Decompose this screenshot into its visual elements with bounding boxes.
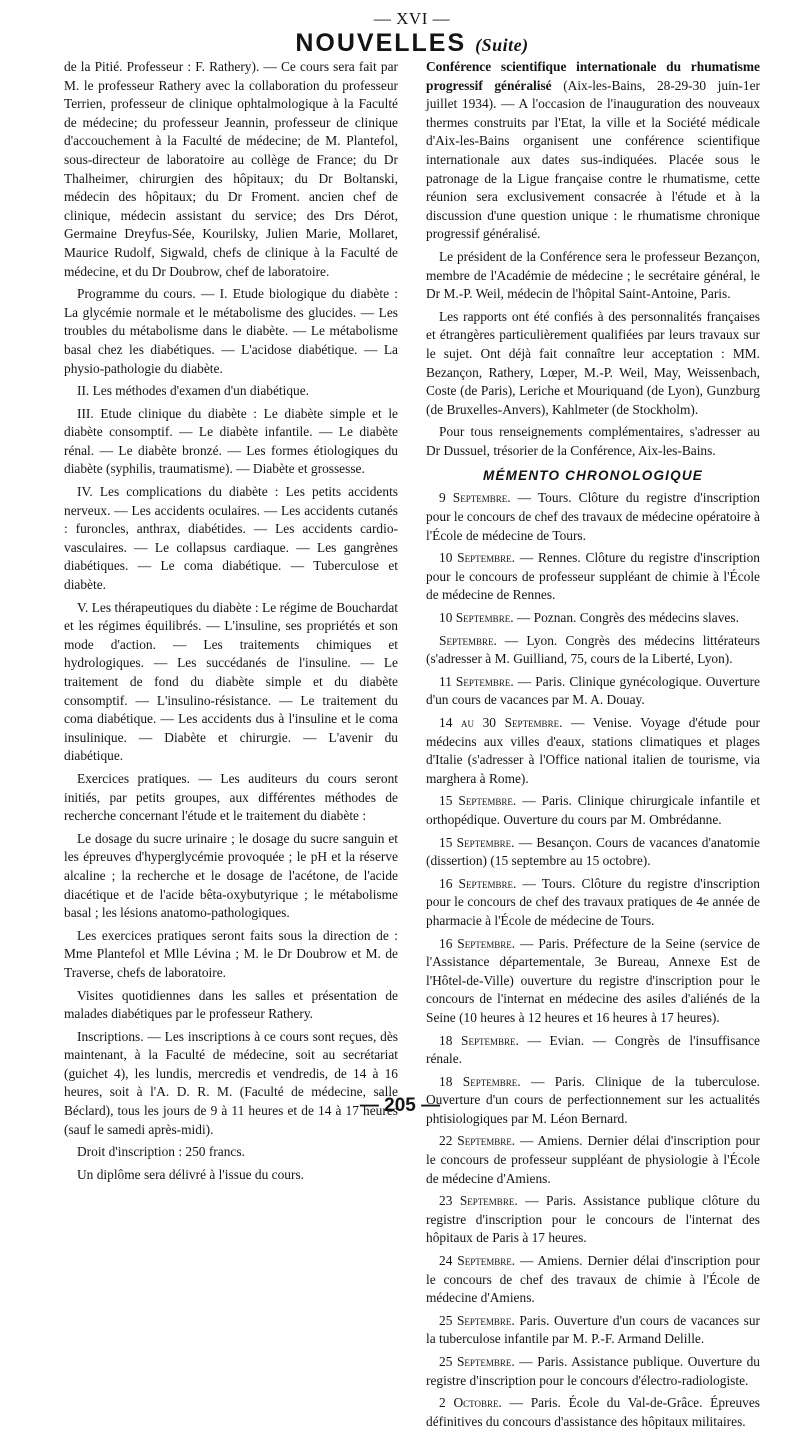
- exercise-direction: Les exercices pratiques seront faits sous la direction de : Mme Plantefol et Mlle Lévina ; M. le Dr Doubrow et M. de Traverse, chefs de laboratoire.: [64, 927, 398, 980]
- memento-text: — Paris. Clinique de la tuberculose. Ouverture d'un cours de perfectionnement sur les actualités phtisiologiques par M. Léon Bernard.: [426, 1073, 760, 1126]
- memento-date: 11 Septembre.: [439, 673, 514, 689]
- memento-text: — Amiens. Dernier délai d'inscription pour le concours de chef des travaux de chimie à l'École de médecine d'Amiens.: [426, 1253, 760, 1306]
- memento-entry: [426, 1132, 760, 1188]
- programme-part-4: IV. Les complications du diabète : Les petits accidents nerveux. — Les accidents oculaires. — Les accidents cutanés : furoncles, anthrax, diabétides. — Les accidents cardio-vasculaires. — Le collapsus cardiaque. — Les gangrènes diabétiques. — Le coma diabétique. — Tuberculose et diabète.: [64, 484, 398, 593]
- memento-text: — Tours. Clôture du registre d'inscription pour le concours de chef des travaux de médecine opératoire à l'École de médecine de Tours.: [426, 490, 761, 543]
- right-column: [426, 58, 760, 1435]
- heading-title: NOUVELLES: [295, 29, 467, 57]
- memento-text: — Paris. Assistance publique. Ouverture du registre d'inscription pour le concours d'électro-radiologiste.: [426, 1354, 760, 1388]
- memento-entry: [426, 1312, 760, 1349]
- memento-text: — Paris. Assistance publique clôture du registre d'inscription pour le concours de l'internat des hôpitaux de Paris à 17 heures.: [426, 1193, 760, 1246]
- daily-visits: Visites quotidiennes dans les salles et présentation de malades diabétiques par le professeur Rathery.: [64, 987, 398, 1022]
- memento-entry: [426, 875, 760, 931]
- conference-reports: Les rapports ont été confiés à des personnalités françaises et étrangères particulièrement qualifiées par leurs travaux sur le sujet. Ont déjà fait connaître leur acceptation : MM. Bezançon, Rathery, Lœper, M.-P. Weil, May, Weissenbach, Coste (de Paris), Leriche et Mouriquand (de Lyon), Gunzburg (de Bruxelles-Anvers), Kahlmeter (de Stockholm).: [426, 308, 760, 417]
- memento-entry: [426, 673, 760, 710]
- memento-date: 25 Septembre.: [439, 1312, 515, 1328]
- memento-entry: [426, 1353, 760, 1390]
- programme-part-3: III. Etude clinique du diabète : Le diabète simple et le diabète consomptif. — Le diabète infantile. — Le diabète rénal. — Le diabète bronzé. — Les formes étiologiques du diabète (syphilis, traumatisme). — Diabète et grossesse.: [64, 405, 398, 477]
- memento-date: 22 Septembre.: [439, 1133, 516, 1149]
- memento-heading: MÉMENTO CHRONOLOGIQUE: [483, 468, 703, 484]
- inscription-fee: Droit d'inscription : 250 francs.: [77, 1144, 245, 1160]
- memento-entry: [426, 935, 760, 1028]
- conference-text: (Aix-les-Bains, 28-29-30 juin-1er juillet 1934). — A l'occasion de l'inauguration des nouveaux thermes construits par l'Etat, la ville et la Société médicale d'Aix-les-Bains organisent une conférence scientifique internationale aux dates sus-indiquées. Placée sous le patronage de la Ligue française contre le rhumatisme, cette réunion sera exclusivement consacrée à l'étude et à la discussion d'une question unique : le rhumatisme chronique progressif généralisé.: [426, 77, 760, 242]
- memento-text: — Paris. École du Val-de-Grâce. Épreuves définitives du concours d'assistance des hôpitaux militaires.: [426, 1395, 760, 1429]
- memento-date: 16 Septembre.: [439, 875, 517, 891]
- inscriptions: Inscriptions. — Les inscriptions à ce cours sont reçues, dès maintenant, à la Faculté de médecine, soit au secrétariat (guichet 4), les lundis, mercredis et vendredis, de 14 à 16 heures, soit à l'A. D. R. M. (Faculté de médecine, salle Béclard), tous les jours de 9 à 11 heures et de 14 à 17 heures (sauf le samedi après-midi).: [64, 1028, 398, 1137]
- memento-date: 16 Septembre.: [439, 935, 516, 951]
- two-column-body: [64, 58, 760, 1435]
- memento-date: 23 Septembre.: [439, 1193, 518, 1209]
- memento-date: 18 Septembre.: [439, 1073, 521, 1089]
- programme-part-5: V. Les thérapeutiques du diabète : Le régime de Bouchardat et les régimes équilibrés. — L'insuline, ses propriétés et son mode d'action. — Les traitements chimiques et hydrologiques. — Les succédanés de l'insuline. — Le traitement de fond du diabète simple et du diabète consomptif. — L'insulino-résistance. — Le traitement du coma diabétique. — Les accidents dus à l'insuline et le coma insulinique. — Diabète et chirurgie. — L'avenir du diabétique.: [64, 599, 398, 764]
- memento-date: 10 Septembre.: [439, 610, 514, 626]
- memento-date: 18 Septembre.: [439, 1032, 519, 1048]
- course-collaborators: de la Pitié. Professeur : F. Rathery). — Ce cours sera fait par M. le professeur Rathery avec la collaboration du professeur Terrien, professeur de clinique ophtalmologique à la Faculté de médecine; du professeur Jeannin, professeur de clinique d'accouchement à la Faculté de médecine; de M. Plantefol, sous-directeur de laboratoire au collège de France; du Dr Thalheimer, chirurgien des hôpitaux; du Dr Boltanski, médecin des hôpitaux; du Dr Froment. ancien chef de clinique, médecin assistant du service; des Drs Dérot, Germaine Dreyfus-Sée, Kourilsky, Julien Marie, Mollaret, Maurice Rudolf, Sigwald, chefs de clinique à la Faculté de médecine, et du Dr Doubrow, chef de laboratoire.: [64, 59, 398, 279]
- exercise-list: Le dosage du sucre urinaire ; le dosage du sucre sanguin et les épreuves d'hyperglycémie provoquée ; le pH et la réserve alcaline ; la recherche et le dosage de l'acétone, de l'acide diacétique et de l'acide bêta-oxybutyrique ; le métabolisme basal ; les lésions anatomo-pathologiques.: [64, 830, 398, 921]
- page-number: — 205 —: [359, 1095, 441, 1116]
- diploma-note: Un diplôme sera délivré à l'issue du cours.: [77, 1166, 305, 1182]
- memento-date: Septembre.: [439, 632, 497, 648]
- memento-entry: [426, 1252, 760, 1308]
- memento-text: — Venise. Voyage d'étude pour médecins aux villes d'eaux, stations climatiques et plages d'Italie (s'adresser à l'Office national italien de tourisme, via marghera à Rome).: [426, 715, 760, 786]
- memento-text: — Evian. — Congrès de l'insuffisance rénale.: [426, 1032, 760, 1067]
- memento-text: — Tours. Clôture du registre d'inscription pour le concours de chef des travaux pratiques de 4e année de pharmacie à l'École de médecine de Tours.: [426, 875, 760, 928]
- memento-date: 9 Septembre.: [439, 490, 511, 506]
- memento-date: 25 Septembre.: [439, 1354, 515, 1369]
- conference-announcement: [426, 58, 760, 244]
- conference-title: Conférence scientifique internationale du rhumatisme progressif généralisé: [426, 59, 760, 93]
- memento-entry: [426, 714, 760, 788]
- memento-date: 15 Septembre.: [439, 834, 515, 850]
- left-column: [64, 58, 398, 1435]
- memento-text: — Besançon. Cours de vacances d'anatomie (dissertion) (15 septembre au 15 octobre).: [426, 834, 760, 869]
- memento-entry: [426, 632, 760, 669]
- memento-entry: [426, 609, 760, 628]
- memento-date: 14 au 30 Septembre.: [439, 715, 563, 730]
- memento-entry: [426, 1032, 760, 1069]
- memento-text: Paris. Ouverture d'un cours de vacances sur la tuberculose infantile par M. P.-F. Armand Delille.: [426, 1312, 760, 1347]
- memento-text: — Lyon. Congrès des médecins littérateurs (s'adresser à M. Guilliand, 75, cours de la Liberté, Lyon).: [426, 632, 760, 667]
- memento-entry: [426, 792, 760, 829]
- conference-president: Le président de la Conférence sera le professeur Bezançon, membre de l'Académie de médecine ; le secrétaire général, le Dr M.-P. Weil, médecin de l'hôpital Saint-Antoine, Paris.: [426, 248, 760, 302]
- heading-suite: (Suite): [475, 35, 529, 55]
- memento-list: [426, 489, 760, 1431]
- memento-text: — Poznan. Congrès des médecins slaves.: [513, 610, 739, 626]
- memento-entry: [426, 1394, 760, 1431]
- memento-entry: [426, 549, 760, 605]
- memento-date: 15 Septembre.: [439, 793, 517, 809]
- section-heading: [64, 28, 760, 58]
- memento-date: 10 Septembre.: [439, 550, 515, 566]
- memento-text: — Paris. Clinique gynécologique. Ouverture d'un cours de vacances par M. A. Douay.: [426, 673, 761, 708]
- roman-page-number: — XVI —: [373, 9, 451, 28]
- conference-contact: Pour tous renseignements complémentaires, s'adresser au Dr Dussuel, trésorier de la Conférence, Aix-les-Bains.: [426, 424, 760, 458]
- programme-part-2: II. Les méthodes d'examen d'un diabétique.: [77, 383, 310, 399]
- memento-date: 24 Septembre.: [439, 1253, 516, 1269]
- memento-entry: [426, 489, 760, 545]
- memento-entry: [426, 1192, 760, 1248]
- memento-entry: [426, 834, 760, 871]
- memento-text: — Paris. Clinique chirurgicale infantile et orthopédique. Ouverture du cours par M. Ombrédanne.: [426, 793, 760, 827]
- memento-date: 2 Octobre.: [439, 1395, 502, 1411]
- memento-text: — Amiens. Dernier délai d'inscription pour le concours de professeur suppléant de physiologie à l'École de médecine d'Amiens.: [426, 1133, 760, 1186]
- course-programme: Programme du cours. — I. Etude biologique du diabète : La glycémie normale et le métabolisme des glucides. — Les troubles du métabolisme dans le diabète. — Le métabolisme basal chez les diabétiques. — L'acidose diabétique. — La physio-pathologie du diabète.: [64, 286, 398, 376]
- practical-exercises: Exercices pratiques. — Les auditeurs du cours seront initiés, par petits groupes, aux différentes méthodes de recherche concernant l'étude et le traitement du diabète :: [64, 770, 398, 824]
- memento-text: — Paris. Préfecture de la Seine (service de l'Assistance départementale, 3e Bureau, Annexe Est de l'Hôtel-de-Ville) ouverture du registre d'inscription pour le concours de l'internat en médecine des asiles d'aliénés de la Seine (10 heures à 12 heures et 16 heures à 17 heures).: [426, 935, 760, 1025]
- memento-text: — Rennes. Clôture du registre d'inscription pour le concours de professeur suppléant de chimie à l'École de médecine de Rennes.: [426, 550, 760, 603]
